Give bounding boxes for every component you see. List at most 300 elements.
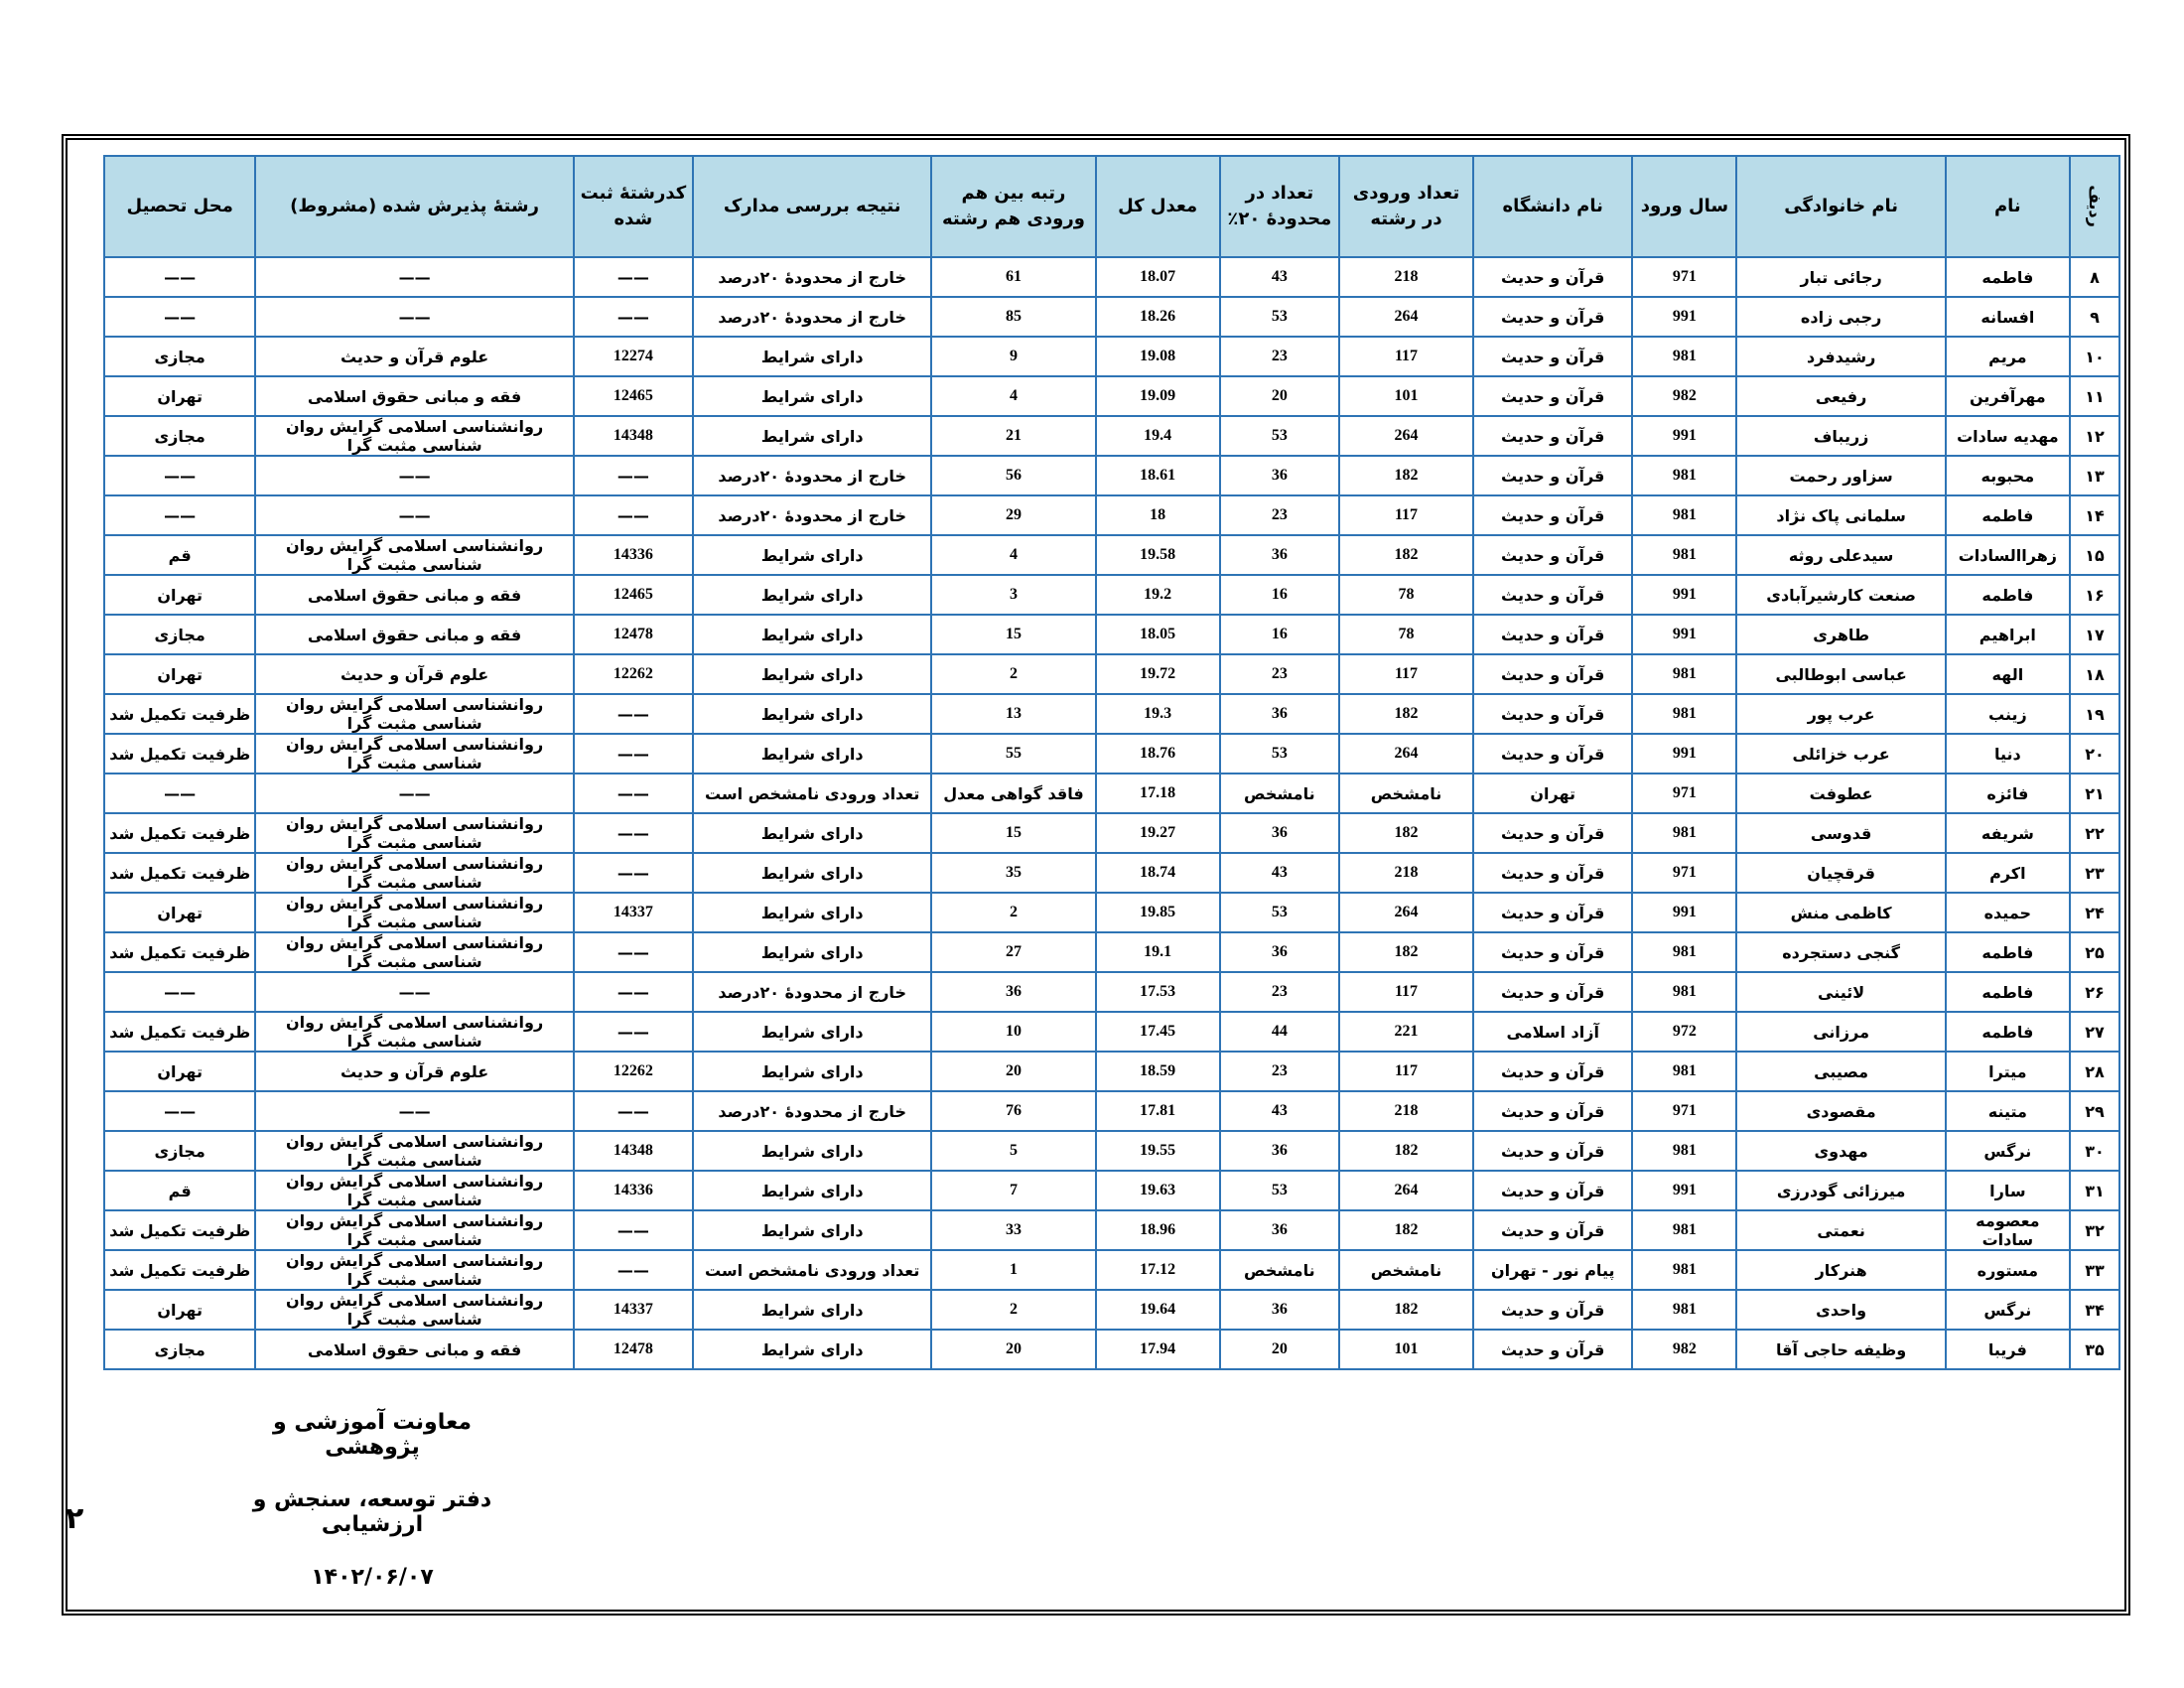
cell-field-code: 12465 xyxy=(574,376,693,416)
cell-review-result: دارای شرایط xyxy=(693,1052,931,1091)
cell-field-entrants: 218 xyxy=(1339,853,1473,893)
table-row xyxy=(104,654,2119,694)
cell-count-in-20: 53 xyxy=(1220,297,1339,337)
cell-field-code: 14337 xyxy=(574,1290,693,1330)
cell-university: قرآن و حدیث xyxy=(1473,694,1632,734)
cell-last-name: کاظمی منش xyxy=(1736,893,1945,932)
cell-accepted-field: روانشناسی اسلامی گرایش روان شناسی مثبت گرا xyxy=(255,853,573,893)
cell-row-no: ۲۸ xyxy=(2070,1052,2119,1091)
cell-gpa: 19.08 xyxy=(1096,337,1220,376)
cell-university: قرآن و حدیث xyxy=(1473,615,1632,654)
cell-row-no: ۱۱ xyxy=(2070,376,2119,416)
cell-accepted-field: روانشناسی اسلامی گرایش روان شناسی مثبت گرا xyxy=(255,694,573,734)
cell-study-location: مجازی xyxy=(104,1330,255,1369)
cell-last-name: نعمتی xyxy=(1736,1210,1945,1250)
cell-count-in-20: 16 xyxy=(1220,575,1339,615)
cell-field-entrants: 218 xyxy=(1339,1091,1473,1131)
cell-row-no: ۱۶ xyxy=(2070,575,2119,615)
cell-review-result: خارج از محدودهٔ ۲۰درصد xyxy=(693,456,931,495)
cell-rank: 85 xyxy=(931,297,1095,337)
cell-count-in-20: 36 xyxy=(1220,1210,1339,1250)
cell-row-no: ۲۳ xyxy=(2070,853,2119,893)
cell-field-entrants: 182 xyxy=(1339,535,1473,575)
footer-date: ۱۴۰۲/۰۶/۰۷ xyxy=(311,1565,434,1590)
cell-study-location: ظرفیت تکمیل شد xyxy=(104,1250,255,1290)
cell-field-code: 12262 xyxy=(574,654,693,694)
cell-last-name: مصیبی xyxy=(1736,1052,1945,1091)
cell-field-code: —— xyxy=(574,932,693,972)
cell-entry-year: 981 xyxy=(1632,932,1736,972)
cell-accepted-field: روانشناسی اسلامی گرایش روان شناسی مثبت گرا xyxy=(255,893,573,932)
table-row xyxy=(104,337,2119,376)
cell-row-no: ۲۵ xyxy=(2070,932,2119,972)
cell-gpa: 19.63 xyxy=(1096,1171,1220,1210)
cell-entry-year: 981 xyxy=(1632,813,1736,853)
cell-field-code: —— xyxy=(574,1250,693,1290)
cell-count-in-20: 23 xyxy=(1220,654,1339,694)
cell-first-name: متینه xyxy=(1946,1091,2070,1131)
cell-entry-year: 991 xyxy=(1632,1171,1736,1210)
header-count-in-20: تعداد در محدودهٔ ۲۰٪ xyxy=(1220,156,1339,257)
header-field-entrants: تعداد ورودی در رشته xyxy=(1339,156,1473,257)
cell-field-code: 14336 xyxy=(574,1171,693,1210)
header-row xyxy=(104,156,2119,257)
cell-first-name: اکرم xyxy=(1946,853,2070,893)
cell-university: قرآن و حدیث xyxy=(1473,1131,1632,1171)
cell-gpa: 19.4 xyxy=(1096,416,1220,456)
cell-field-code: 14337 xyxy=(574,893,693,932)
cell-study-location: تهران xyxy=(104,654,255,694)
cell-field-entrants: 264 xyxy=(1339,297,1473,337)
cell-accepted-field: روانشناسی اسلامی گرایش روان شناسی مثبت گرا xyxy=(255,535,573,575)
cell-rank: 33 xyxy=(931,1210,1095,1250)
cell-university: قرآن و حدیث xyxy=(1473,495,1632,535)
cell-first-name: محبوبه xyxy=(1946,456,2070,495)
cell-accepted-field: —— xyxy=(255,456,573,495)
cell-rank: 15 xyxy=(931,813,1095,853)
cell-review-result: دارای شرایط xyxy=(693,813,931,853)
table-row xyxy=(104,853,2119,893)
cell-row-no: ۳۲ xyxy=(2070,1210,2119,1250)
cell-gpa: 18 xyxy=(1096,495,1220,535)
results-table-body xyxy=(104,257,2119,1369)
cell-entry-year: 981 xyxy=(1632,1131,1736,1171)
cell-field-code: —— xyxy=(574,456,693,495)
table-row xyxy=(104,893,2119,932)
cell-count-in-20: 16 xyxy=(1220,615,1339,654)
cell-study-location: مجازی xyxy=(104,615,255,654)
cell-rank: 13 xyxy=(931,694,1095,734)
cell-count-in-20: 53 xyxy=(1220,734,1339,774)
cell-gpa: 17.45 xyxy=(1096,1012,1220,1052)
cell-university: قرآن و حدیث xyxy=(1473,1290,1632,1330)
cell-entry-year: 991 xyxy=(1632,615,1736,654)
cell-rank: 56 xyxy=(931,456,1095,495)
cell-accepted-field: —— xyxy=(255,972,573,1012)
cell-review-result: خارج از محدودهٔ ۲۰درصد xyxy=(693,297,931,337)
cell-first-name: فائزه xyxy=(1946,774,2070,813)
cell-first-name: زهراالسادات xyxy=(1946,535,2070,575)
cell-study-location: ظرفیت تکمیل شد xyxy=(104,813,255,853)
cell-field-entrants: 101 xyxy=(1339,1330,1473,1369)
cell-entry-year: 971 xyxy=(1632,853,1736,893)
cell-rank: فاقد گواهی معدل xyxy=(931,774,1095,813)
cell-field-code: —— xyxy=(574,853,693,893)
cell-accepted-field: روانشناسی اسلامی گرایش روان شناسی مثبت گرا xyxy=(255,932,573,972)
table-row xyxy=(104,297,2119,337)
cell-field-entrants: 218 xyxy=(1339,257,1473,297)
cell-count-in-20: 23 xyxy=(1220,1052,1339,1091)
cell-last-name: عباسی ابوطالبی xyxy=(1736,654,1945,694)
cell-count-in-20: 36 xyxy=(1220,456,1339,495)
cell-row-no: ۳۳ xyxy=(2070,1250,2119,1290)
cell-rank: 35 xyxy=(931,853,1095,893)
cell-row-no: ۲۴ xyxy=(2070,893,2119,932)
cell-university: قرآن و حدیث xyxy=(1473,1171,1632,1210)
cell-field-code: —— xyxy=(574,734,693,774)
cell-study-location: مجازی xyxy=(104,337,255,376)
cell-university: قرآن و حدیث xyxy=(1473,813,1632,853)
cell-university: قرآن و حدیث xyxy=(1473,734,1632,774)
cell-university: قرآن و حدیث xyxy=(1473,376,1632,416)
cell-rank: 61 xyxy=(931,257,1095,297)
table-row xyxy=(104,456,2119,495)
table-row xyxy=(104,734,2119,774)
table-row xyxy=(104,257,2119,297)
cell-gpa: 19.58 xyxy=(1096,535,1220,575)
cell-row-no: ۳۴ xyxy=(2070,1290,2119,1330)
cell-row-no: ۲۹ xyxy=(2070,1091,2119,1131)
cell-field-entrants: 221 xyxy=(1339,1012,1473,1052)
cell-rank: 2 xyxy=(931,1290,1095,1330)
cell-review-result: تعداد ورودی نامشخص است xyxy=(693,774,931,813)
cell-university: پیام نور - تهران xyxy=(1473,1250,1632,1290)
cell-first-name: دنیا xyxy=(1946,734,2070,774)
cell-row-no: ۱۷ xyxy=(2070,615,2119,654)
cell-field-entrants: 264 xyxy=(1339,893,1473,932)
table-row xyxy=(104,1290,2119,1330)
cell-entry-year: 991 xyxy=(1632,297,1736,337)
cell-field-entrants: نامشخص xyxy=(1339,774,1473,813)
cell-accepted-field: روانشناسی اسلامی گرایش روان شناسی مثبت گرا xyxy=(255,813,573,853)
cell-first-name: مستوره xyxy=(1946,1250,2070,1290)
cell-review-result: دارای شرایط xyxy=(693,853,931,893)
cell-review-result: دارای شرایط xyxy=(693,893,931,932)
cell-gpa: 19.1 xyxy=(1096,932,1220,972)
cell-field-code: 12478 xyxy=(574,1330,693,1369)
cell-field-entrants: 182 xyxy=(1339,694,1473,734)
cell-study-location: —— xyxy=(104,495,255,535)
cell-row-no: ۲۱ xyxy=(2070,774,2119,813)
cell-review-result: دارای شرایط xyxy=(693,1131,931,1171)
cell-last-name: سیدعلی روثه xyxy=(1736,535,1945,575)
cell-count-in-20: 53 xyxy=(1220,416,1339,456)
cell-review-result: دارای شرایط xyxy=(693,1330,931,1369)
cell-entry-year: 991 xyxy=(1632,734,1736,774)
cell-gpa: 17.94 xyxy=(1096,1330,1220,1369)
cell-gpa: 19.27 xyxy=(1096,813,1220,853)
cell-count-in-20: 43 xyxy=(1220,853,1339,893)
cell-study-location: تهران xyxy=(104,893,255,932)
cell-first-name: فاطمه xyxy=(1946,257,2070,297)
table-row xyxy=(104,1330,2119,1369)
table-row xyxy=(104,376,2119,416)
table-row xyxy=(104,535,2119,575)
cell-accepted-field: روانشناسی اسلامی گرایش روان شناسی مثبت گرا xyxy=(255,416,573,456)
cell-study-location: مجازی xyxy=(104,1131,255,1171)
cell-row-no: ۸ xyxy=(2070,257,2119,297)
cell-field-code: 14348 xyxy=(574,1131,693,1171)
cell-field-entrants: 117 xyxy=(1339,654,1473,694)
cell-study-location: مجازی xyxy=(104,416,255,456)
cell-study-location: —— xyxy=(104,297,255,337)
cell-study-location: —— xyxy=(104,1091,255,1131)
cell-first-name: فاطمه xyxy=(1946,1012,2070,1052)
cell-field-code: 12274 xyxy=(574,337,693,376)
header-accepted-field: رشتهٔ پذیرش شده (مشروط) xyxy=(255,156,573,257)
cell-first-name: سارا xyxy=(1946,1171,2070,1210)
cell-count-in-20: 23 xyxy=(1220,337,1339,376)
cell-review-result: تعداد ورودی نامشخص است xyxy=(693,1250,931,1290)
cell-rank: 29 xyxy=(931,495,1095,535)
cell-rank: 10 xyxy=(931,1012,1095,1052)
cell-study-location: تهران xyxy=(104,376,255,416)
cell-field-entrants: 264 xyxy=(1339,1171,1473,1210)
cell-university: قرآن و حدیث xyxy=(1473,416,1632,456)
cell-last-name: لائینی xyxy=(1736,972,1945,1012)
cell-accepted-field: —— xyxy=(255,257,573,297)
cell-field-entrants: 117 xyxy=(1339,337,1473,376)
cell-gpa: 17.12 xyxy=(1096,1250,1220,1290)
cell-review-result: خارج از محدودهٔ ۲۰درصد xyxy=(693,495,931,535)
cell-first-name: فاطمه xyxy=(1946,575,2070,615)
cell-gpa: 18.05 xyxy=(1096,615,1220,654)
cell-first-name: فاطمه xyxy=(1946,495,2070,535)
cell-entry-year: 981 xyxy=(1632,1052,1736,1091)
cell-accepted-field: علوم قرآن و حدیث xyxy=(255,654,573,694)
cell-rank: 76 xyxy=(931,1091,1095,1131)
cell-accepted-field: فقه و مبانی حقوق اسلامی xyxy=(255,376,573,416)
cell-last-name: سزاور رحمت xyxy=(1736,456,1945,495)
cell-study-location: ظرفیت تکمیل شد xyxy=(104,734,255,774)
header-study-location: محل تحصیل xyxy=(104,156,255,257)
cell-field-code: 12262 xyxy=(574,1052,693,1091)
cell-accepted-field: روانشناسی اسلامی گرایش روان شناسی مثبت گرا xyxy=(255,1131,573,1171)
cell-rank: 2 xyxy=(931,654,1095,694)
cell-count-in-20: 36 xyxy=(1220,932,1339,972)
cell-entry-year: 981 xyxy=(1632,495,1736,535)
cell-entry-year: 981 xyxy=(1632,694,1736,734)
cell-field-entrants: 182 xyxy=(1339,456,1473,495)
cell-field-code: 14348 xyxy=(574,416,693,456)
cell-study-location: ظرفیت تکمیل شد xyxy=(104,1012,255,1052)
cell-row-no: ۳۱ xyxy=(2070,1171,2119,1210)
cell-rank: 55 xyxy=(931,734,1095,774)
cell-review-result: دارای شرایط xyxy=(693,1290,931,1330)
cell-last-name: قدوسی xyxy=(1736,813,1945,853)
cell-study-location: —— xyxy=(104,456,255,495)
table-row xyxy=(104,694,2119,734)
cell-entry-year: 971 xyxy=(1632,1091,1736,1131)
cell-accepted-field: علوم قرآن و حدیث xyxy=(255,1052,573,1091)
footer-block xyxy=(223,1410,521,1618)
cell-rank: 36 xyxy=(931,972,1095,1012)
cell-first-name: شریفه xyxy=(1946,813,2070,853)
cell-gpa: 19.55 xyxy=(1096,1131,1220,1171)
cell-review-result: دارای شرایط xyxy=(693,337,931,376)
cell-last-name: وظیفه حاجی آقا xyxy=(1736,1330,1945,1369)
cell-field-entrants: 117 xyxy=(1339,495,1473,535)
table-row xyxy=(104,416,2119,456)
cell-field-entrants: 264 xyxy=(1339,734,1473,774)
cell-count-in-20: نامشخص xyxy=(1220,774,1339,813)
footer-line1: معاونت آموزشی و پژوهشی xyxy=(272,1410,473,1460)
cell-count-in-20: 23 xyxy=(1220,495,1339,535)
cell-field-entrants: 182 xyxy=(1339,1290,1473,1330)
cell-entry-year: 981 xyxy=(1632,654,1736,694)
table-row xyxy=(104,1250,2119,1290)
cell-first-name: نرگس xyxy=(1946,1290,2070,1330)
cell-last-name: عرب پور xyxy=(1736,694,1945,734)
cell-review-result: خارج از محدودهٔ ۲۰درصد xyxy=(693,257,931,297)
header-field-code: کدرشتهٔ ثبت شده xyxy=(574,156,693,257)
cell-gpa: 17.18 xyxy=(1096,774,1220,813)
cell-study-location: تهران xyxy=(104,1290,255,1330)
cell-row-no: ۲۷ xyxy=(2070,1012,2119,1052)
cell-university: قرآن و حدیث xyxy=(1473,654,1632,694)
cell-last-name: هنرکار xyxy=(1736,1250,1945,1290)
cell-study-location: ظرفیت تکمیل شد xyxy=(104,694,255,734)
cell-entry-year: 981 xyxy=(1632,456,1736,495)
cell-first-name: فریبا xyxy=(1946,1330,2070,1369)
cell-accepted-field: فقه و مبانی حقوق اسلامی xyxy=(255,575,573,615)
cell-count-in-20: 36 xyxy=(1220,1131,1339,1171)
cell-review-result: دارای شرایط xyxy=(693,416,931,456)
header-gpa: معدل کل xyxy=(1096,156,1220,257)
cell-rank: 7 xyxy=(931,1171,1095,1210)
cell-field-entrants: 182 xyxy=(1339,813,1473,853)
cell-count-in-20: 36 xyxy=(1220,813,1339,853)
cell-last-name: میرزائی گودرزی xyxy=(1736,1171,1945,1210)
cell-entry-year: 982 xyxy=(1632,1330,1736,1369)
header-university: نام دانشگاه xyxy=(1473,156,1632,257)
table-row xyxy=(104,1171,2119,1210)
cell-entry-year: 971 xyxy=(1632,774,1736,813)
cell-field-entrants: 101 xyxy=(1339,376,1473,416)
cell-gpa: 18.96 xyxy=(1096,1210,1220,1250)
cell-review-result: دارای شرایط xyxy=(693,694,931,734)
cell-field-entrants: 78 xyxy=(1339,575,1473,615)
cell-accepted-field: روانشناسی اسلامی گرایش روان شناسی مثبت گرا xyxy=(255,1290,573,1330)
cell-rank: 21 xyxy=(931,416,1095,456)
table-row xyxy=(104,1052,2119,1091)
cell-accepted-field: فقه و مبانی حقوق اسلامی xyxy=(255,1330,573,1369)
header-row-no-label: ردیف xyxy=(2085,185,2105,227)
cell-field-entrants: 78 xyxy=(1339,615,1473,654)
page-number: ۲ xyxy=(66,1501,84,1536)
cell-rank: 15 xyxy=(931,615,1095,654)
cell-review-result: خارج از محدودهٔ ۲۰درصد xyxy=(693,1091,931,1131)
cell-university: قرآن و حدیث xyxy=(1473,1091,1632,1131)
cell-study-location: —— xyxy=(104,257,255,297)
cell-study-location: —— xyxy=(104,972,255,1012)
cell-accepted-field: —— xyxy=(255,774,573,813)
cell-university: قرآن و حدیث xyxy=(1473,1330,1632,1369)
cell-first-name: معصومه سادات xyxy=(1946,1210,2070,1250)
cell-review-result: دارای شرایط xyxy=(693,1012,931,1052)
cell-study-location: تهران xyxy=(104,1052,255,1091)
cell-university: قرآن و حدیث xyxy=(1473,932,1632,972)
cell-study-location: قم xyxy=(104,535,255,575)
cell-count-in-20: 53 xyxy=(1220,1171,1339,1210)
cell-field-code: —— xyxy=(574,1091,693,1131)
cell-review-result: دارای شرایط xyxy=(693,575,931,615)
cell-count-in-20: 43 xyxy=(1220,1091,1339,1131)
cell-first-name: ابراهیم xyxy=(1946,615,2070,654)
cell-study-location: ظرفیت تکمیل شد xyxy=(104,1210,255,1250)
table-row xyxy=(104,1091,2119,1131)
cell-entry-year: 981 xyxy=(1632,1210,1736,1250)
cell-first-name: مریم xyxy=(1946,337,2070,376)
cell-entry-year: 991 xyxy=(1632,575,1736,615)
cell-gpa: 18.74 xyxy=(1096,853,1220,893)
cell-last-name: زریباف xyxy=(1736,416,1945,456)
header-rank: رتبه بین هم ورودی هم رشته xyxy=(931,156,1095,257)
header-review-result: نتیجه بررسی مدارک xyxy=(693,156,931,257)
cell-last-name: رجبی زاده xyxy=(1736,297,1945,337)
cell-field-entrants: 117 xyxy=(1339,1052,1473,1091)
cell-field-entrants: 264 xyxy=(1339,416,1473,456)
cell-study-location: —— xyxy=(104,774,255,813)
cell-entry-year: 971 xyxy=(1632,257,1736,297)
cell-first-name: فاطمه xyxy=(1946,932,2070,972)
table-row xyxy=(104,972,2119,1012)
cell-rank: 4 xyxy=(931,535,1095,575)
cell-gpa: 19.72 xyxy=(1096,654,1220,694)
cell-gpa: 19.09 xyxy=(1096,376,1220,416)
cell-row-no: ۱۰ xyxy=(2070,337,2119,376)
cell-field-code: —— xyxy=(574,297,693,337)
header-entry-year: سال ورود xyxy=(1632,156,1736,257)
cell-entry-year: 981 xyxy=(1632,535,1736,575)
cell-count-in-20: 53 xyxy=(1220,893,1339,932)
cell-university: تهران xyxy=(1473,774,1632,813)
cell-first-name: نرگس xyxy=(1946,1131,2070,1171)
cell-accepted-field: علوم قرآن و حدیث xyxy=(255,337,573,376)
cell-accepted-field: —— xyxy=(255,297,573,337)
cell-count-in-20: نامشخص xyxy=(1220,1250,1339,1290)
table-row xyxy=(104,774,2119,813)
cell-rank: 4 xyxy=(931,376,1095,416)
cell-last-name: رشیدفرد xyxy=(1736,337,1945,376)
cell-accepted-field: —— xyxy=(255,495,573,535)
cell-count-in-20: 44 xyxy=(1220,1012,1339,1052)
cell-university: آزاد اسلامی xyxy=(1473,1012,1632,1052)
cell-gpa: 19.85 xyxy=(1096,893,1220,932)
cell-field-code: —— xyxy=(574,1012,693,1052)
cell-field-code: —— xyxy=(574,813,693,853)
cell-row-no: ۱۹ xyxy=(2070,694,2119,734)
cell-first-name: مهرآفرین xyxy=(1946,376,2070,416)
cell-study-location: ظرفیت تکمیل شد xyxy=(104,853,255,893)
cell-gpa: 19.2 xyxy=(1096,575,1220,615)
cell-field-entrants: 117 xyxy=(1339,972,1473,1012)
results-table xyxy=(103,155,2120,1370)
cell-university: قرآن و حدیث xyxy=(1473,853,1632,893)
cell-university: قرآن و حدیث xyxy=(1473,972,1632,1012)
cell-row-no: ۱۳ xyxy=(2070,456,2119,495)
cell-entry-year: 991 xyxy=(1632,416,1736,456)
